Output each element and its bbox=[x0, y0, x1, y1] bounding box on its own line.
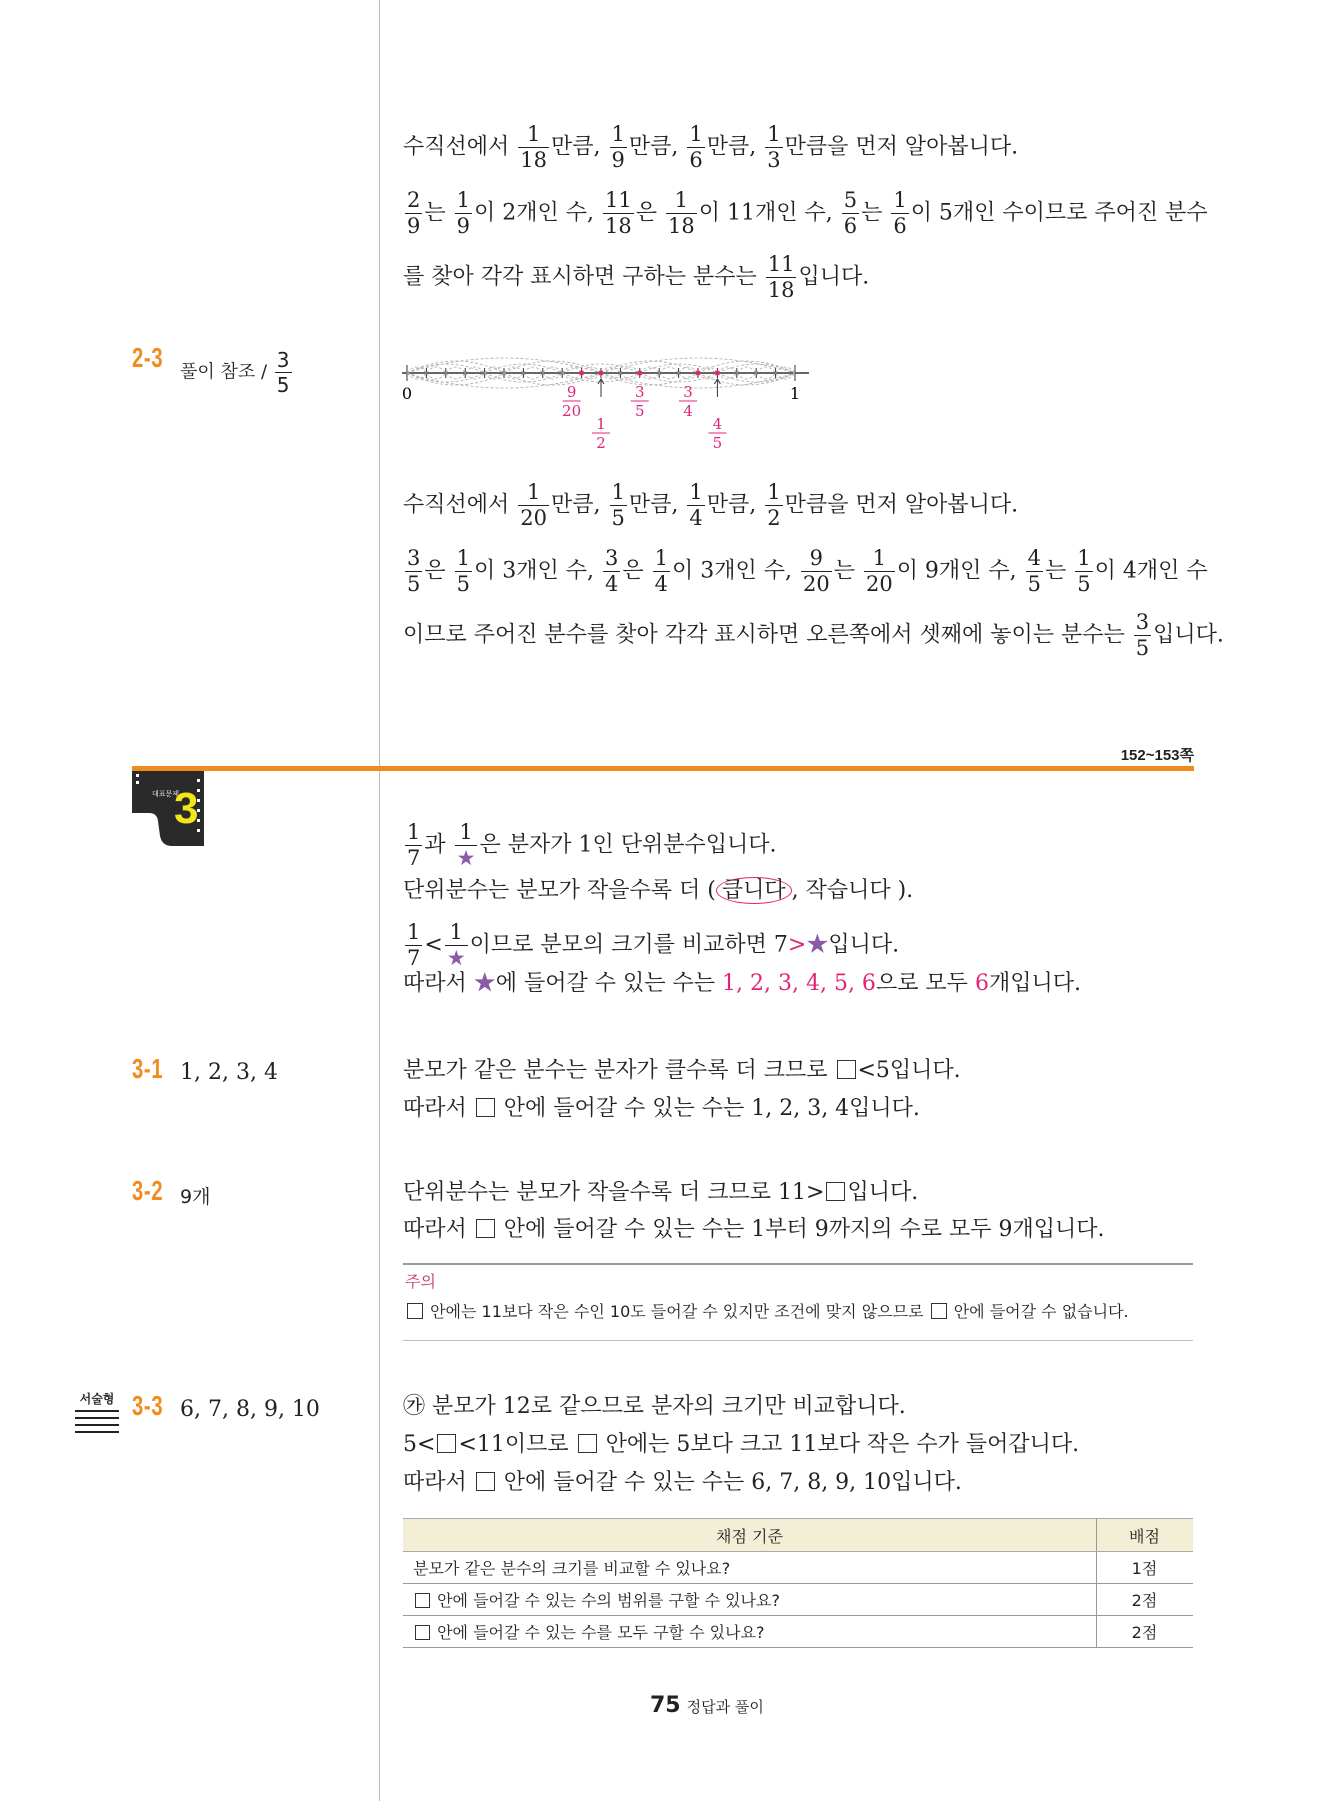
table-row: 분모가 같은 분수의 크기를 비교할 수 있나요? 1점 bbox=[403, 1552, 1193, 1584]
a31-line1: 분모가 같은 분수는 분자가 클수록 더 크므로 <5입니다. bbox=[403, 1058, 961, 1083]
a32-line2: 따라서 안에 들어갈 수 있는 수는 1부터 9까지의 수로 모두 9개입니다. bbox=[403, 1217, 1105, 1242]
fraction-numerator: 1 bbox=[596, 415, 606, 433]
s1-line3: 를 찾아 각각 표시하면 구하는 분수는 $\frac{11}{18}$ 입니다. bbox=[403, 252, 870, 302]
descriptive-tag: 서술형 bbox=[75, 1390, 119, 1435]
answer-3-2: 9개 bbox=[180, 1186, 211, 1208]
answer-label-3-3: 3-3 bbox=[132, 1390, 164, 1421]
s3-line2: 단위분수는 분모가 작을수록 더 ( 큽니다 , 작습니다 ). bbox=[403, 878, 914, 903]
fraction-denominator: 20 bbox=[562, 402, 582, 420]
fraction-numerator: 3 bbox=[683, 383, 693, 401]
fraction: $\frac{1}{9}$ bbox=[611, 122, 625, 172]
circled-answer: 큽니다 bbox=[716, 877, 792, 904]
answer-2-3: 풀이 참조 / $\frac{3}{5}$ bbox=[180, 348, 290, 397]
blank-box bbox=[837, 1060, 856, 1079]
fraction: $\frac{1}{6}$ bbox=[689, 122, 703, 172]
number-line-point bbox=[579, 371, 584, 376]
answer-label-3-2: 3-2 bbox=[132, 1175, 164, 1206]
s1-line1: 수직선에서 $\frac{1}{18}$ 만큼, $\frac{1}{9}$ 만큼, $\frac{1}{6}$ 만큼, $\frac{1}{3}$ 만큼을 먼저 알아봅니다. bbox=[403, 122, 1019, 172]
grading-header-score: 배점 bbox=[1097, 1519, 1194, 1552]
jump-arc bbox=[446, 367, 465, 373]
jump-arc bbox=[737, 373, 756, 379]
blank-box bbox=[476, 1098, 495, 1117]
jump-arc bbox=[679, 373, 698, 379]
a33-line3: 따라서 안에 들어갈 수 있는 수는 6, 7, 8, 9, 10입니다. bbox=[403, 1470, 962, 1495]
number-line-start: 0 bbox=[401, 384, 413, 403]
jump-arc bbox=[659, 367, 678, 373]
fraction-numerator: 9 bbox=[566, 383, 577, 401]
jump-arc bbox=[426, 367, 445, 373]
jump-arc bbox=[426, 373, 445, 379]
jump-arc bbox=[504, 367, 523, 373]
answer-label-3-1: 3-1 bbox=[132, 1053, 164, 1084]
jump-arc bbox=[737, 367, 756, 373]
jump-arc bbox=[523, 367, 542, 373]
page-number: 75 bbox=[650, 1693, 681, 1718]
number-line-point bbox=[696, 371, 701, 376]
s1-line2: $\frac{2}{9}$ 는 $\frac{1}{9}$ 이 2개인 수, $\frac{11}{18}$ 은 $\frac{1}{18}$ 이 11개인 수, $\frac{5}{6}$ 는 $\frac{1}{6}$ 이 5개인 수이므로 주어진 분수 bbox=[407, 188, 1208, 238]
a33-line1: ㉮ 분모가 12로 같으므로 분자의 크기만 비교합니다. bbox=[403, 1394, 906, 1419]
fraction-numerator: 4 bbox=[712, 415, 723, 433]
caution-note bbox=[403, 1263, 1193, 1341]
blank-box bbox=[437, 1434, 456, 1453]
fraction: $\frac{1}{3}$ bbox=[767, 122, 781, 172]
footer-text: 정답과 풀이 bbox=[686, 1698, 764, 1716]
s3-line1: $\frac{1}{7}$ 과 1 ★ 은 분자가 1인 단위분수입니다. bbox=[407, 820, 777, 870]
page-range: 152~153쪽 bbox=[1120, 747, 1194, 764]
representative-problem-badge bbox=[132, 771, 204, 846]
jump-arc bbox=[756, 373, 775, 379]
fraction-denominator: 2 bbox=[596, 434, 606, 452]
jump-arc bbox=[659, 373, 678, 379]
a31-line2: 따라서 안에 들어갈 수 있는 수는 1, 2, 3, 4입니다. bbox=[403, 1096, 920, 1121]
section-divider bbox=[132, 766, 1194, 771]
note-body: 안에는 11보다 작은 수인 10도 들어갈 수 있지만 조건에 맞지 않으므로 안에 들어갈 수 없습니다. bbox=[405, 1299, 1129, 1322]
s2-line2: $\frac{3}{5}$ 은 $\frac{1}{5}$ 이 3개인 수, $\frac{3}{4}$ 은 $\frac{1}{4}$ 이 3개인 수, $\frac{9}{20}$ 는 $\frac{1}{20}$ 이 9개인 수, $\frac{4}{5}$ 는 $\frac{1}{5}$ 이 4개인 수 bbox=[407, 546, 1208, 596]
jump-arc bbox=[504, 373, 523, 379]
s2-line1: 수직선에서 $\frac{1}{20}$ 만큼, $\frac{1}{5}$ 만큼, $\frac{1}{4}$ 만큼, $\frac{1}{2}$ 만큼을 먼저 알아봅니다. bbox=[403, 480, 1019, 530]
blank-box bbox=[476, 1219, 495, 1238]
number-line bbox=[395, 345, 835, 465]
jump-arc bbox=[679, 367, 698, 373]
table-row: 안에 들어갈 수 있는 수를 모두 구할 수 있나요? 2점 bbox=[403, 1616, 1193, 1648]
note-title: 주의 bbox=[405, 1272, 436, 1291]
table-row: 안에 들어갈 수 있는 수의 범위를 구할 수 있나요? 2점 bbox=[403, 1584, 1193, 1616]
number-line-point bbox=[637, 371, 642, 376]
fraction-denominator: 5 bbox=[635, 402, 645, 420]
jump-arc bbox=[446, 373, 465, 379]
grading-table bbox=[403, 1518, 1193, 1648]
s2-line3: 이므로 주어진 분수를 찾아 각각 표시하면 오른쪽에서 셋째에 놓이는 분수는 $\frac{3}{5}$ 입니다. bbox=[403, 610, 1224, 660]
fraction: $\frac{1}{18}$ bbox=[520, 122, 547, 172]
s3-line3: $\frac{1}{7}$ < 1 ★ 이므로 분모의 크기를 비교하면 7>★입니다. bbox=[407, 920, 900, 970]
answer-3-3: 6, 7, 8, 9, 10 bbox=[180, 1397, 320, 1422]
center-divider bbox=[379, 0, 380, 1801]
fraction-denominator: 4 bbox=[683, 402, 693, 420]
number-line-end: 1 bbox=[789, 384, 801, 403]
number-line-point bbox=[715, 371, 720, 376]
a32-line1: 단위분수는 분모가 작을수록 더 크므로 11> 입니다. bbox=[403, 1180, 919, 1205]
fraction-numerator: 3 bbox=[635, 383, 645, 401]
blank-box bbox=[826, 1182, 845, 1201]
svg-text:3: 3 bbox=[174, 784, 199, 833]
jump-arc bbox=[523, 373, 542, 379]
grading-header-criteria: 채점 기준 bbox=[403, 1519, 1097, 1552]
jump-arc bbox=[756, 367, 775, 373]
fraction-denominator: 5 bbox=[712, 434, 723, 452]
answer-label-2-3: 2-3 bbox=[132, 342, 164, 373]
number-line-point bbox=[599, 371, 604, 376]
blank-box bbox=[578, 1434, 597, 1453]
svg-text:대표문제: 대표문제 bbox=[152, 790, 180, 798]
a33-line2: 5< <11이므로 안에는 5보다 크고 11보다 작은 수가 들어갑니다. bbox=[403, 1432, 1080, 1457]
blank-box bbox=[476, 1472, 495, 1491]
page-footer bbox=[650, 1693, 764, 1718]
s3-line4: 따라서 ★에 들어갈 수 있는 수는 1, 2, 3, 4, 5, 6으로 모두 6개입니다. bbox=[403, 971, 1081, 996]
answer-3-1: 1, 2, 3, 4 bbox=[180, 1060, 278, 1085]
